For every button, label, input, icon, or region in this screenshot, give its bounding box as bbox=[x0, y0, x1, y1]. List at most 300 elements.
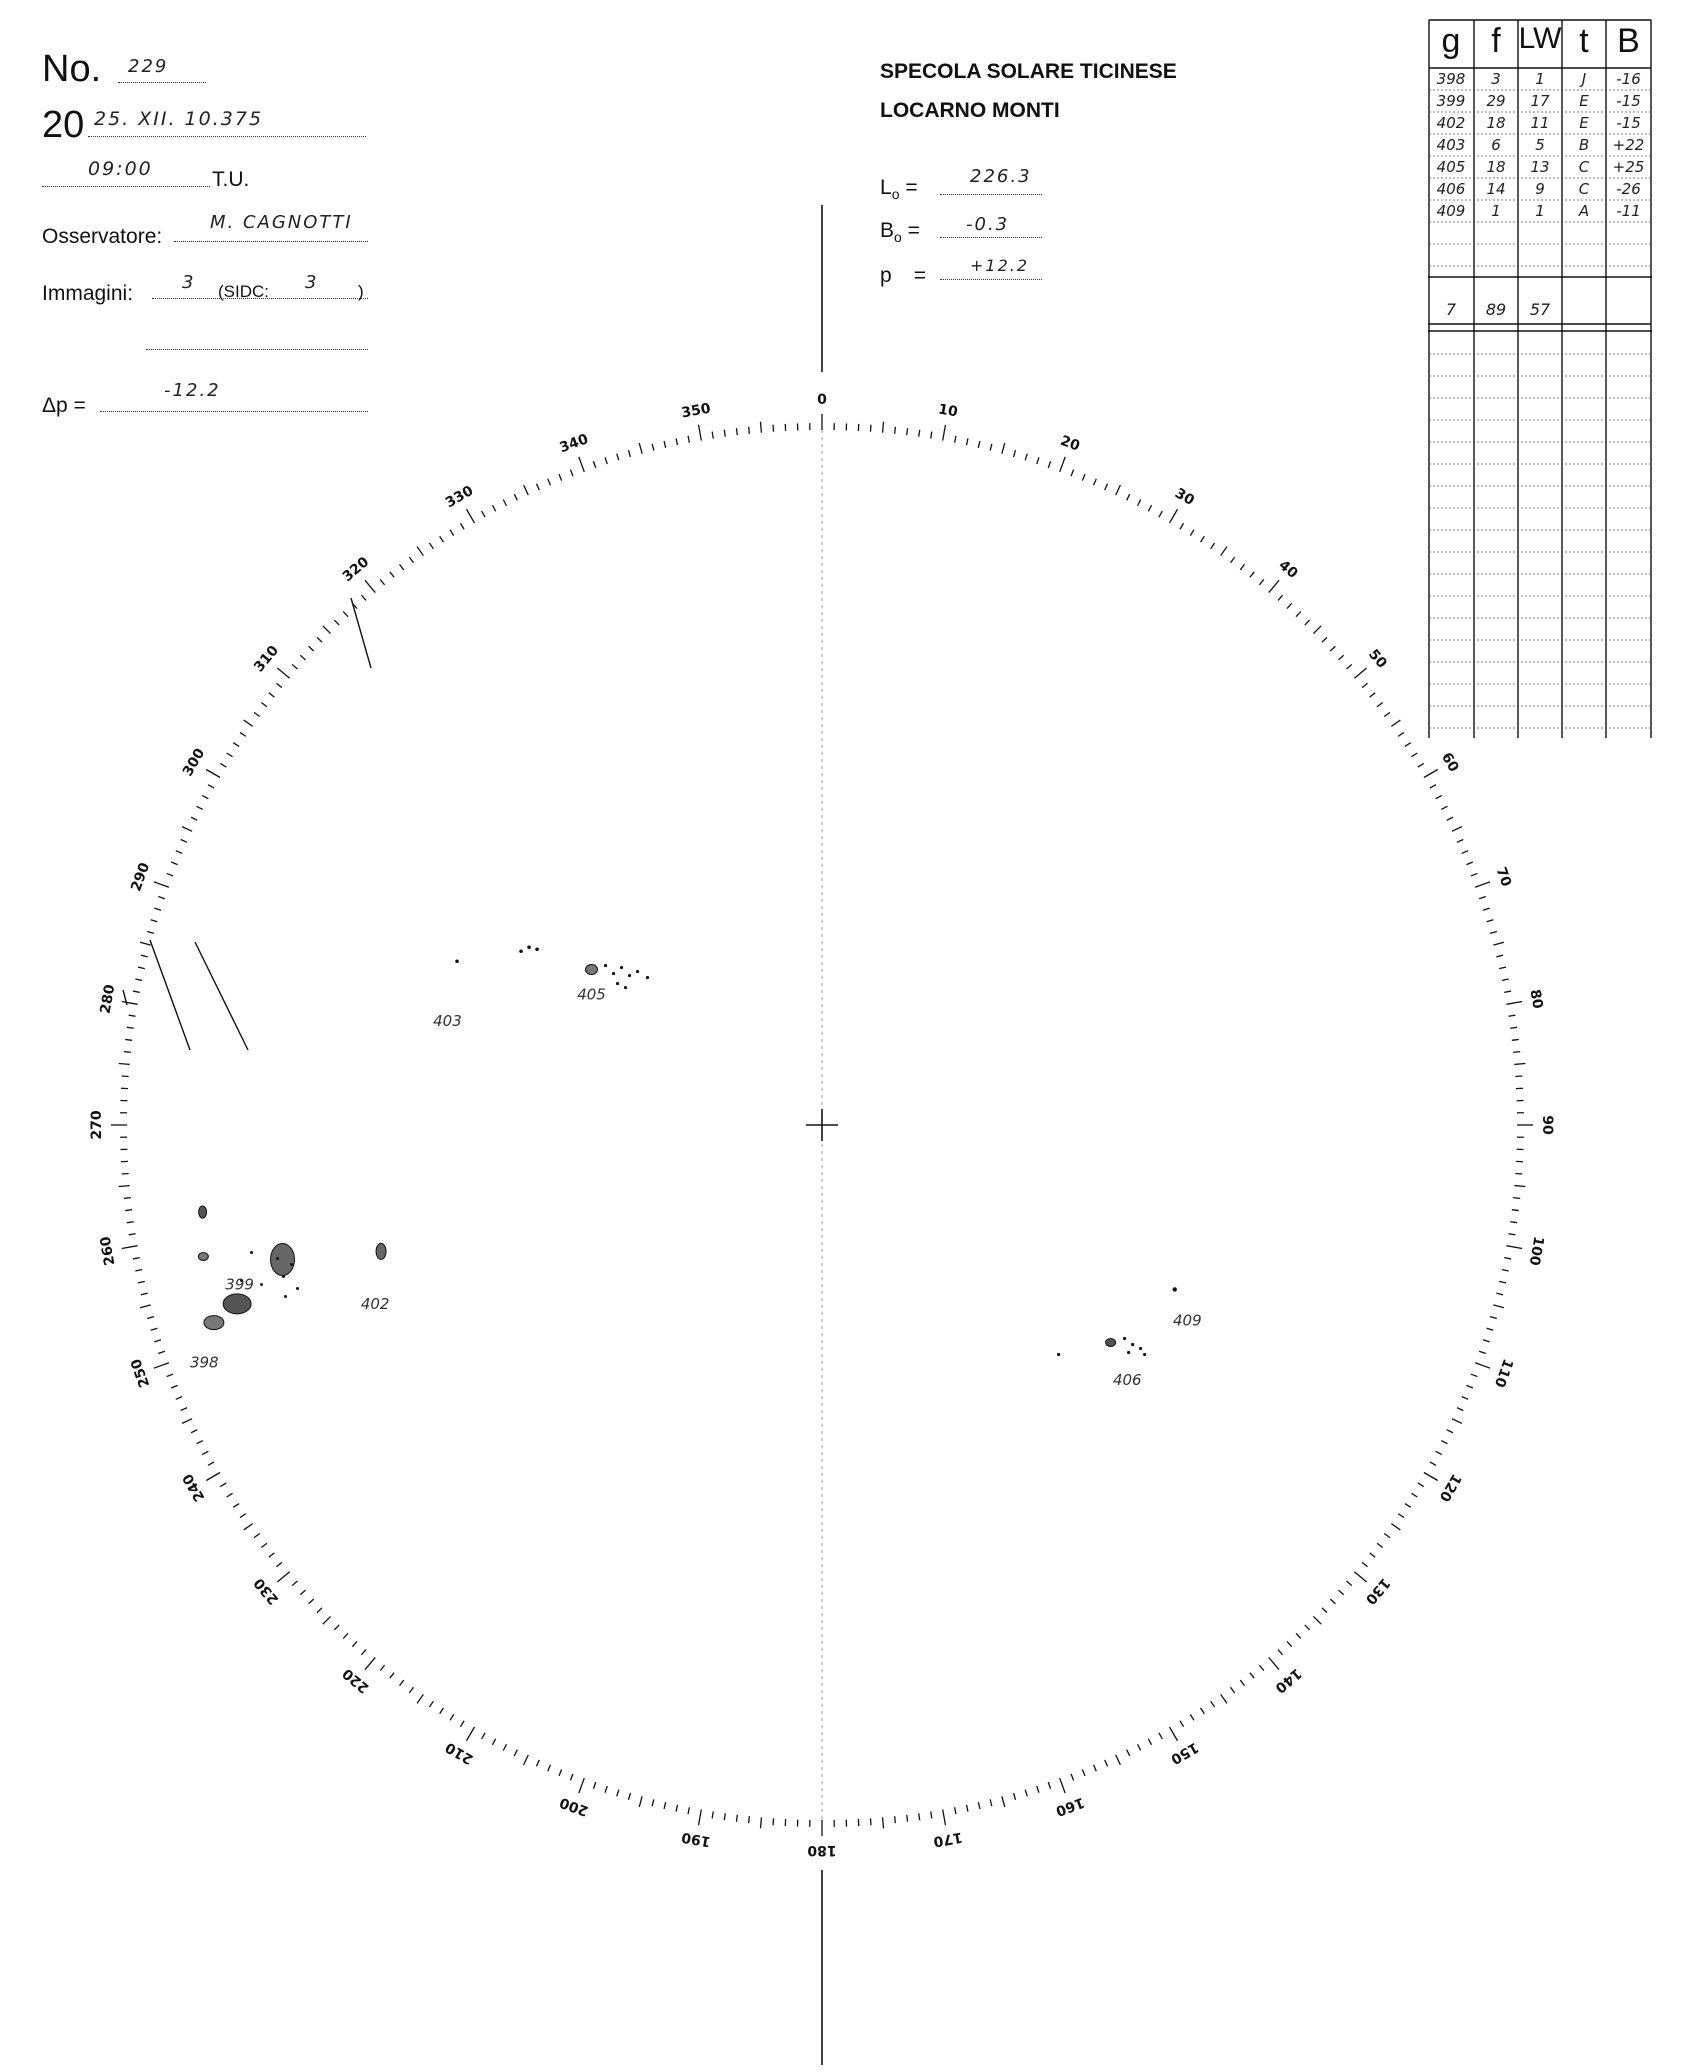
degree-tick bbox=[712, 1811, 713, 1818]
degree-tick bbox=[895, 1816, 896, 1823]
degree-tick bbox=[467, 1727, 475, 1741]
group-label-398: 398 bbox=[189, 1353, 219, 1372]
degree-tick bbox=[629, 450, 631, 457]
degree-tick bbox=[1313, 1616, 1321, 1624]
degree-tick bbox=[1105, 484, 1108, 490]
degree-tick bbox=[133, 991, 140, 992]
degree-tick bbox=[1278, 1650, 1283, 1655]
degree-tick bbox=[1250, 572, 1254, 578]
delta-p-value: -12.2 bbox=[164, 380, 221, 401]
degree-tick bbox=[361, 1650, 366, 1655]
degree-tick bbox=[141, 955, 148, 957]
degree-tick bbox=[1370, 1553, 1376, 1557]
degree-tick bbox=[652, 444, 654, 451]
degree-tick bbox=[1190, 1714, 1194, 1720]
bo-value: -0.3 bbox=[966, 214, 1010, 235]
degree-tick bbox=[467, 509, 475, 523]
degree-tick bbox=[1048, 1782, 1050, 1789]
degree-tick bbox=[151, 920, 158, 922]
degree-tick bbox=[639, 443, 642, 454]
table-cell: B bbox=[1578, 136, 1590, 154]
degree-tick bbox=[127, 1027, 134, 1028]
degree-tick bbox=[1452, 827, 1462, 832]
degree-tick bbox=[147, 932, 154, 934]
degree-tick bbox=[1159, 511, 1162, 517]
degree-label-260: 260 bbox=[97, 1235, 119, 1267]
degree-tick bbox=[1405, 743, 1411, 747]
degree-tick bbox=[1483, 908, 1490, 910]
degree-tick bbox=[1148, 505, 1151, 511]
spot-406 bbox=[1127, 1351, 1130, 1354]
degree-tick bbox=[1138, 500, 1141, 506]
degree-label-250: 250 bbox=[128, 1356, 154, 1390]
degree-tick bbox=[883, 422, 884, 433]
spot-405 bbox=[636, 970, 639, 973]
degree-tick bbox=[1504, 1258, 1511, 1259]
table-cell: 5 bbox=[1535, 136, 1545, 154]
images-value: 3 bbox=[182, 272, 196, 293]
degree-tick bbox=[140, 942, 151, 945]
table-cell: -11 bbox=[1616, 202, 1641, 220]
degree-tick bbox=[380, 1665, 384, 1670]
degree-tick bbox=[1354, 1572, 1366, 1582]
degree-tick bbox=[1384, 1534, 1390, 1538]
degree-tick bbox=[1338, 1590, 1343, 1595]
sidc-label: (SIDC: bbox=[218, 282, 269, 301]
table-header-lw: LW bbox=[1518, 22, 1562, 55]
time-value: 09:00 bbox=[88, 158, 153, 180]
degree-tick bbox=[1094, 479, 1097, 485]
degree-tick bbox=[323, 626, 331, 634]
degree-label-20: 20 bbox=[1058, 432, 1082, 455]
degree-tick bbox=[233, 1504, 239, 1508]
degree-tick bbox=[514, 1750, 517, 1756]
table-cell: 402 bbox=[1436, 114, 1466, 132]
degree-label-140: 140 bbox=[1271, 1664, 1305, 1696]
degree-tick bbox=[450, 1714, 454, 1720]
degree-tick bbox=[919, 1813, 920, 1820]
table-total-cell: 89 bbox=[1485, 300, 1507, 319]
degree-tick bbox=[1259, 579, 1263, 584]
degree-tick bbox=[122, 1002, 138, 1005]
degree-label-210: 210 bbox=[442, 1738, 477, 1768]
degree-tick bbox=[943, 425, 946, 441]
degree-tick bbox=[1221, 1694, 1227, 1703]
bo-label: $B_o$ = bbox=[880, 219, 920, 246]
observer-value: M. CAGNOTTI bbox=[210, 212, 353, 233]
table-cell: E bbox=[1579, 114, 1589, 132]
degree-tick bbox=[277, 668, 289, 678]
degree-tick bbox=[167, 873, 174, 876]
degree-tick bbox=[1424, 770, 1438, 778]
degree-tick bbox=[208, 785, 214, 788]
spot-402 bbox=[276, 1257, 279, 1260]
degree-tick bbox=[133, 1258, 140, 1259]
degree-tick bbox=[1462, 1397, 1468, 1400]
degree-tick bbox=[1116, 485, 1121, 495]
delta-p-label: Δp = bbox=[42, 394, 86, 417]
degree-tick bbox=[176, 851, 182, 854]
degree-tick bbox=[1475, 882, 1490, 887]
degree-label-150: 150 bbox=[1167, 1738, 1202, 1768]
group-label-405: 405 bbox=[577, 985, 606, 1004]
degree-tick bbox=[129, 1015, 136, 1016]
table-cell: -15 bbox=[1616, 114, 1641, 132]
degree-tick bbox=[276, 1562, 281, 1566]
degree-tick bbox=[390, 1673, 394, 1679]
degree-tick bbox=[724, 1813, 725, 1820]
degree-tick bbox=[629, 1793, 631, 1800]
degree-tick bbox=[158, 1351, 165, 1353]
images-label: Immagini: bbox=[42, 282, 134, 305]
degree-tick bbox=[220, 1483, 226, 1487]
degree-tick bbox=[1466, 862, 1472, 865]
degree-tick bbox=[417, 547, 423, 556]
degree-tick bbox=[334, 620, 339, 625]
degree-tick bbox=[277, 1572, 289, 1582]
degree-tick bbox=[1441, 806, 1447, 809]
degree-tick bbox=[269, 1553, 275, 1557]
degree-tick bbox=[931, 432, 932, 439]
degree-tick bbox=[1418, 763, 1424, 767]
degree-tick bbox=[1322, 637, 1327, 642]
table-header-g: g bbox=[1441, 22, 1461, 60]
degree-tick bbox=[1490, 1317, 1497, 1319]
degree-tick bbox=[536, 484, 539, 490]
table-cell: 14 bbox=[1486, 180, 1506, 198]
spot-402 bbox=[250, 1251, 253, 1254]
degree-tick bbox=[593, 461, 595, 468]
degree-tick bbox=[309, 1599, 314, 1604]
degree-tick bbox=[1398, 1514, 1404, 1518]
degree-label-270: 270 bbox=[89, 1110, 105, 1140]
degree-tick bbox=[1305, 1625, 1310, 1630]
degree-tick bbox=[154, 1340, 161, 1342]
spot-403 bbox=[535, 947, 539, 951]
table-total-cell: 7 bbox=[1445, 300, 1457, 319]
degree-label-330: 330 bbox=[442, 482, 477, 512]
degree-tick bbox=[429, 1701, 433, 1707]
degree-tick bbox=[227, 753, 233, 757]
table-cell: -26 bbox=[1616, 180, 1641, 198]
degree-tick bbox=[1240, 564, 1244, 570]
degree-tick bbox=[202, 1451, 208, 1454]
degree-tick bbox=[990, 1799, 992, 1806]
spot-405 bbox=[612, 972, 615, 975]
degree-tick bbox=[1180, 1721, 1184, 1727]
table-cell: 403 bbox=[1436, 136, 1466, 154]
degree-tick bbox=[699, 425, 702, 441]
degree-tick bbox=[138, 1281, 145, 1283]
degree-label-170: 170 bbox=[932, 1828, 964, 1850]
group-separator bbox=[150, 940, 190, 1050]
p-value: +12.2 bbox=[970, 256, 1030, 275]
degree-tick bbox=[1159, 1733, 1162, 1739]
degree-tick bbox=[1060, 457, 1065, 472]
degree-label-180: 180 bbox=[807, 1842, 837, 1858]
degree-label-220: 220 bbox=[339, 1664, 373, 1696]
degree-tick bbox=[570, 470, 573, 477]
degree-tick bbox=[154, 908, 161, 910]
degree-tick bbox=[409, 1687, 413, 1693]
degree-tick bbox=[352, 1641, 357, 1646]
degree-label-350: 350 bbox=[680, 400, 712, 422]
table-cell: 409 bbox=[1436, 202, 1466, 220]
degree-tick bbox=[548, 479, 551, 485]
degree-tick bbox=[1411, 753, 1417, 757]
degree-tick bbox=[300, 1590, 305, 1595]
degree-tick bbox=[1082, 474, 1085, 480]
degree-tick bbox=[1514, 1063, 1525, 1064]
axis-lines bbox=[806, 205, 838, 2065]
table-header-t: t bbox=[1579, 22, 1589, 60]
degree-tick bbox=[688, 436, 689, 443]
degree-tick bbox=[1347, 1581, 1352, 1586]
spot-403 bbox=[527, 945, 531, 949]
degree-tick bbox=[1391, 720, 1400, 726]
degree-tick bbox=[220, 763, 226, 767]
degree-tick bbox=[261, 703, 267, 707]
degree-tick bbox=[1287, 603, 1292, 608]
degree-tick bbox=[269, 693, 275, 697]
degree-tick bbox=[182, 1419, 192, 1424]
degree-tick bbox=[440, 536, 444, 542]
table-cell: 13 bbox=[1530, 158, 1550, 176]
degree-tick bbox=[1506, 1002, 1522, 1005]
degree-tick bbox=[1201, 536, 1205, 542]
degree-tick bbox=[1447, 817, 1453, 820]
degree-tick bbox=[140, 1305, 151, 1308]
degree-tick bbox=[244, 1524, 253, 1530]
degree-tick bbox=[460, 523, 464, 529]
degree-tick bbox=[154, 1363, 169, 1368]
degree-tick bbox=[323, 1616, 331, 1624]
degree-tick bbox=[1430, 1462, 1436, 1465]
degree-tick bbox=[197, 806, 203, 809]
sidc-close: ) bbox=[358, 282, 364, 301]
degree-tick bbox=[1002, 1796, 1005, 1807]
degree-tick bbox=[1457, 839, 1463, 842]
degree-tick bbox=[240, 1514, 246, 1518]
degree-tick bbox=[361, 595, 366, 600]
degree-tick bbox=[400, 564, 404, 570]
table-cell: -16 bbox=[1616, 70, 1641, 88]
degree-tick bbox=[154, 882, 169, 887]
table-cell: 3 bbox=[1491, 70, 1501, 88]
degree-tick bbox=[1513, 1198, 1520, 1199]
degree-tick bbox=[1514, 1186, 1525, 1187]
degree-tick bbox=[1250, 1673, 1254, 1679]
degree-tick bbox=[492, 1739, 495, 1745]
degree-tick bbox=[639, 1796, 642, 1807]
table-cell: C bbox=[1578, 180, 1590, 198]
spot-398 bbox=[199, 1206, 207, 1218]
degree-tick bbox=[524, 485, 529, 495]
degree-tick bbox=[390, 572, 394, 578]
spot-406-leader bbox=[1106, 1338, 1116, 1346]
degree-tick bbox=[182, 827, 192, 832]
degree-tick bbox=[1231, 1687, 1235, 1693]
degree-tick bbox=[1180, 523, 1184, 529]
degree-tick bbox=[276, 683, 281, 687]
degree-tick bbox=[292, 1581, 297, 1586]
degree-tick bbox=[1370, 693, 1376, 697]
degree-tick bbox=[1457, 1408, 1463, 1411]
degree-tick bbox=[400, 1680, 404, 1686]
degree-tick bbox=[135, 1269, 142, 1270]
spot-402-follower bbox=[376, 1243, 386, 1259]
group-labels bbox=[190, 986, 1202, 1389]
degree-tick bbox=[605, 1786, 607, 1793]
degree-tick bbox=[1278, 595, 1283, 600]
group-label-406: 406 bbox=[1112, 1371, 1142, 1390]
observatory-name: SPECOLA SOLARE TICINESE bbox=[880, 60, 1177, 83]
degree-tick bbox=[1347, 664, 1352, 669]
degree-label-10: 10 bbox=[936, 401, 959, 421]
table-cell: 1 bbox=[1491, 202, 1501, 220]
degree-tick bbox=[141, 1293, 148, 1295]
degree-tick bbox=[1025, 454, 1027, 461]
table-total-cell: 57 bbox=[1529, 300, 1551, 319]
degree-tick bbox=[1405, 1504, 1411, 1508]
spot-406 bbox=[1131, 1343, 1134, 1346]
table-header-b: B bbox=[1617, 22, 1640, 60]
degree-tick bbox=[699, 1809, 702, 1825]
degree-tick bbox=[943, 1809, 946, 1825]
degree-tick bbox=[181, 839, 187, 842]
degree-tick bbox=[1148, 1739, 1151, 1745]
degree-tick bbox=[171, 862, 177, 865]
degree-tick bbox=[605, 457, 607, 464]
degree-label-70: 70 bbox=[1492, 865, 1515, 889]
group-separator bbox=[195, 942, 248, 1050]
degree-tick bbox=[206, 1473, 220, 1481]
degree-tick bbox=[1127, 494, 1130, 500]
group-label-402: 402 bbox=[360, 1294, 390, 1313]
degree-tick bbox=[1211, 1701, 1215, 1707]
degree-tick bbox=[676, 438, 677, 445]
degree-tick bbox=[343, 612, 348, 617]
group-label-399: 399 bbox=[225, 1275, 254, 1294]
degree-tick bbox=[1170, 1727, 1178, 1741]
degree-tick bbox=[429, 543, 433, 549]
number-label: No. bbox=[42, 48, 102, 90]
table-cell: -15 bbox=[1616, 92, 1641, 110]
degree-tick bbox=[261, 1543, 267, 1547]
group-label-403: 403 bbox=[433, 1012, 462, 1031]
degree-tick bbox=[1322, 1608, 1327, 1613]
degree-label-240: 240 bbox=[179, 1470, 209, 1505]
degree-tick bbox=[514, 494, 517, 500]
degree-tick bbox=[460, 1721, 464, 1727]
spot-406 bbox=[1139, 1347, 1142, 1350]
degree-label-310: 310 bbox=[251, 642, 283, 676]
table-cell: 18 bbox=[1486, 114, 1506, 132]
degree-tick bbox=[1313, 626, 1321, 634]
degree-label-120: 120 bbox=[1435, 1470, 1465, 1505]
degree-tick bbox=[1287, 1641, 1292, 1646]
degree-tick bbox=[1269, 580, 1279, 592]
number-value: 229 bbox=[128, 56, 169, 77]
degree-tick bbox=[122, 1246, 138, 1249]
degree-tick bbox=[749, 427, 750, 434]
degree-tick bbox=[409, 557, 413, 563]
table-cell: 398 bbox=[1436, 70, 1466, 88]
degree-tick bbox=[135, 979, 142, 980]
degree-tick bbox=[127, 1222, 134, 1223]
degree-tick bbox=[1441, 1441, 1447, 1444]
degree-tick bbox=[1466, 1385, 1472, 1388]
degree-label-190: 190 bbox=[680, 1828, 712, 1850]
spot-405 bbox=[620, 966, 623, 969]
degree-tick bbox=[990, 444, 992, 451]
degree-tick bbox=[1362, 1562, 1367, 1566]
degree-tick bbox=[579, 1778, 584, 1793]
degree-tick bbox=[158, 896, 165, 898]
degree-tick bbox=[570, 1774, 573, 1781]
degree-tick bbox=[244, 720, 253, 726]
degree-tick bbox=[254, 712, 260, 716]
degree-tick bbox=[1221, 547, 1227, 556]
spot-405 bbox=[624, 986, 627, 989]
degree-tick bbox=[652, 1799, 654, 1806]
degree-tick bbox=[559, 474, 562, 480]
table-cell: 399 bbox=[1436, 92, 1466, 110]
degree-tick bbox=[317, 1608, 322, 1613]
degree-tick bbox=[883, 1817, 884, 1828]
spot-403 bbox=[519, 949, 523, 953]
degree-tick bbox=[1014, 450, 1016, 457]
degree-tick bbox=[1418, 1483, 1424, 1487]
degree-tick bbox=[895, 427, 896, 434]
degree-tick bbox=[978, 441, 980, 448]
degree-tick bbox=[1424, 1473, 1438, 1481]
degree-tick bbox=[1002, 443, 1005, 454]
degree-tick bbox=[1493, 942, 1504, 945]
degree-tick bbox=[524, 1755, 529, 1765]
spot-405-leader bbox=[586, 965, 598, 975]
degree-tick bbox=[125, 1039, 132, 1040]
table-cell: E bbox=[1579, 92, 1589, 110]
table-cell: 405 bbox=[1436, 158, 1466, 176]
degree-tick bbox=[1447, 1430, 1453, 1433]
degree-tick bbox=[1508, 1015, 1515, 1016]
degree-tick bbox=[664, 1802, 666, 1809]
degree-label-90: 90 bbox=[1539, 1115, 1555, 1135]
degree-label-80: 80 bbox=[1526, 988, 1546, 1011]
spot-405 bbox=[604, 964, 607, 967]
degree-tick bbox=[1240, 1680, 1244, 1686]
degree-label-110: 110 bbox=[1490, 1356, 1516, 1390]
degree-tick bbox=[1512, 1039, 1519, 1040]
degree-tick bbox=[676, 1805, 677, 1812]
degree-tick bbox=[1475, 1363, 1490, 1368]
degree-tick bbox=[1462, 851, 1468, 854]
observer-label: Osservatore: bbox=[42, 225, 163, 248]
degree-tick bbox=[317, 637, 322, 642]
degree-tick bbox=[1338, 655, 1343, 660]
spot-405 bbox=[646, 976, 649, 979]
degree-tick bbox=[1487, 920, 1494, 922]
degree-tick bbox=[1391, 1524, 1400, 1530]
degree-tick bbox=[254, 1534, 260, 1538]
degree-tick bbox=[1502, 1269, 1509, 1270]
spot-405 bbox=[628, 974, 631, 977]
degree-tick bbox=[1471, 1374, 1478, 1377]
degree-tick bbox=[1211, 543, 1215, 549]
degree-tick bbox=[440, 1708, 444, 1714]
degree-tick bbox=[548, 1765, 551, 1771]
